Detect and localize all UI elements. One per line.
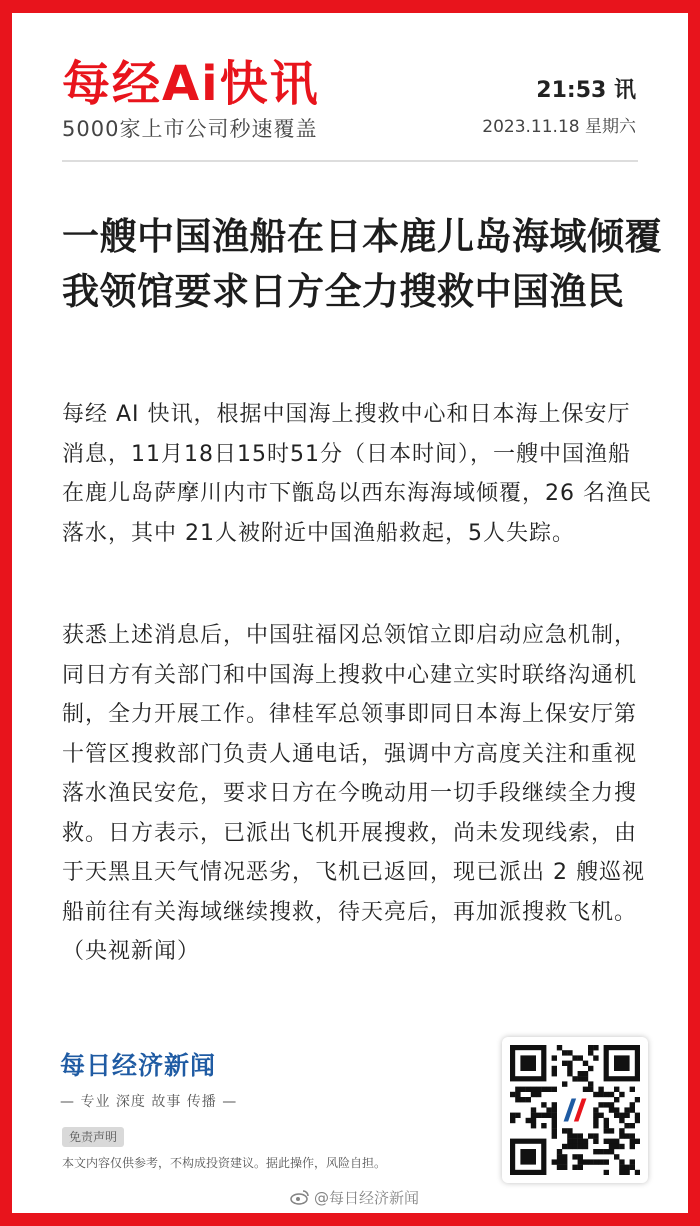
- article-paragraph: 获悉上述消息后，中国驻福冈总领馆立即启动应急机制，同日方有关部门和中国海上搜救中心建立实时联络沟通机制，全力开展工作。律桂军总领事即同日本海上保安厅第十管区搜救部门负责人通电话，强调中方高度关注和重视落水渔民安危，要求日方在今晚动用一切手段继续全力搜救。日方表示，已派出飞机开展搜救，尚未发现线索，由于天黑且天气情况恶劣，飞机已返回，现已派出 2 艘巡视船前往有关海域继续搜救，待天亮后，再加派搜救飞机。（央视新闻）: [62, 623, 645, 964]
- article-paragraph: 每经 AI 快讯，根据中国海上搜救中心和日本海上保安厅消息，11月18日15时51分（日本时间），一艘中国渔船在鹿儿岛萨摩川内市下甑岛以西东海海域倾覆，26 名渔民落水，其中 21人被附近中国渔船救起，5人失踪。: [62, 402, 652, 546]
- weibo-icon: [290, 1189, 310, 1205]
- qr-code-graphic: [510, 1045, 640, 1175]
- news-date: 2023.11.18 星期六: [482, 117, 636, 137]
- headline: 一艘中国渔船在日本鹿儿岛海域倾覆 我领馆要求日方全力搜救中国渔民: [62, 215, 662, 313]
- header-divider: [62, 160, 638, 162]
- disclaimer-text: 本文内容仅供参考，不构成投资建议。据此操作，风险自担。: [62, 1156, 387, 1170]
- watermark-text: @每日经济新闻: [314, 1189, 420, 1207]
- qr-code-icon[interactable]: [502, 1037, 648, 1183]
- footer-logo: 每日经济新闻: [60, 1051, 217, 1080]
- brand-tagline: 5000家上市公司秒速覆盖: [62, 117, 318, 141]
- news-time: 21:53 讯: [536, 78, 636, 103]
- weibo-watermark: [290, 1186, 419, 1210]
- header: [12, 13, 688, 161]
- news-card: [12, 13, 688, 1213]
- footer-slogan: — 专业 深度 故事 传播 —: [60, 1094, 238, 1110]
- disclaimer-badge: 免责声明: [62, 1127, 124, 1147]
- brand-logo: 每经Ai快讯: [62, 56, 320, 112]
